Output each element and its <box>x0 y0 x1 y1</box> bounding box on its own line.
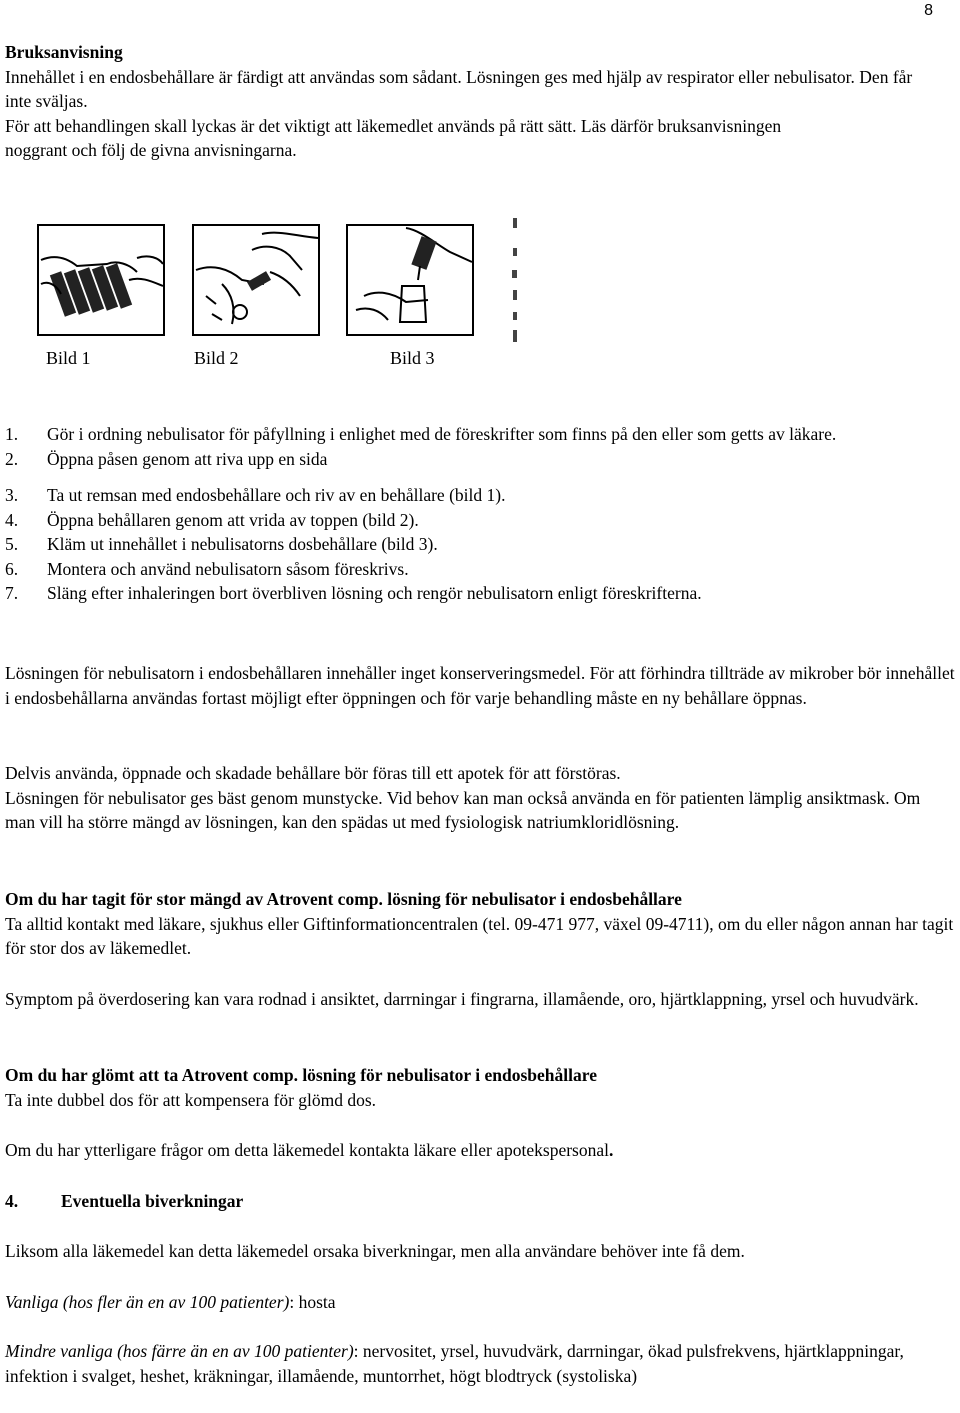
section-title: Eventuella biverkningar <box>61 1191 244 1211</box>
step-text: Släng efter inhaleringen bort överbliven lösning och rengör nebulisatorn enligt föreskrifterna. <box>47 583 702 603</box>
figure-3-illustration <box>346 224 474 336</box>
section-4-heading <box>5 1189 955 1214</box>
step-5 <box>5 532 955 557</box>
overdose-section <box>5 887 955 961</box>
page-number: 8 <box>924 2 933 19</box>
step-number: 3. <box>5 485 19 505</box>
uncommon-side-effects <box>5 1339 955 1388</box>
side-effects-intro <box>5 1239 955 1264</box>
forgot-text: Ta inte dubbel dos för att kompensera för glömd dos. <box>5 1089 377 1110</box>
forgot-heading: Om du har glömt att ta Atrovent comp. lösning för nebulisator i endosbehållare <box>5 1065 597 1085</box>
figure-2-illustration <box>192 224 320 336</box>
step-text: Kläm ut innehållet i nebulisatorns dosbehållare (bild 3). <box>47 534 438 554</box>
step-6 <box>5 557 955 582</box>
uncommon-text: : nervositet, yrsel, huvudvärk, darrningar, ökad pulsfrekvens, hjärtklappningar, infektion i svalget, heshet, kräkningar, illamående, muntorrhet, högt blodtryck (systoliska) <box>5 1341 904 1386</box>
step-2 <box>5 447 955 472</box>
preservative-text: Lösningen för nebulisatorn i endosbehållaren innehåller inget konserveringsmedel. För att förhindra tillträde av mikrober bör innehållet i endosbehållarna användas fortast möjligt efter öppningen och för varje behandling måste en ny behållare öppnas. <box>5 663 955 708</box>
step-text: Montera och använd nebulisatorn såsom föreskrivs. <box>47 558 409 579</box>
common-side-effects <box>5 1290 955 1315</box>
steps-list <box>5 422 955 606</box>
overdose-heading: Om du har tagit för stor mängd av Atrovent comp. lösning för nebulisator i endosbehållare <box>5 889 682 909</box>
uncommon-label: Mindre vanliga (hos färre än en av 100 patienter) <box>5 1341 354 1361</box>
symptoms-text: Symptom på överdosering kan vara rodnad i ansiktet, darrningar i fingrarna, illamående, oro, hjärtklappning, yrsel och huvudvärk. <box>5 989 919 1009</box>
usage-instructions <box>5 40 955 163</box>
forgot-dose-section <box>5 1063 955 1112</box>
step-3 <box>5 483 955 508</box>
step-text: Öppna behållaren genom att vrida av toppen (bild 2). <box>47 509 419 530</box>
questions-paragraph <box>5 1138 955 1163</box>
overdose-text: Ta alltid kontakt med läkare, sjukhus eller Giftinformationcentralen (tel. 09-471 977, växel 09-4711), om du eller någon annan har tagit för stor dos av läkemedlet. <box>5 913 954 958</box>
figure-1-illustration <box>37 224 165 336</box>
side-effects-intro-text: Liksom alla läkemedel kan detta läkemedel orsaka biverkningar, men alla användare behöver inte få dem. <box>5 1241 745 1261</box>
symptoms-paragraph <box>5 987 955 1012</box>
step-text: Ta ut remsan med endosbehållare och riv av en behållare (bild 1). <box>47 485 506 505</box>
step-number: 1. <box>5 424 19 444</box>
caption-figure-3: Bild 3 <box>390 348 435 368</box>
figure-edge-marks <box>511 218 519 344</box>
disposal-line-1: Delvis använda, öppnade och skadade behållare bör föras till ett apotek för att förstöras. <box>5 763 621 783</box>
step-text: Gör i ordning nebulisator för påfyllning i enlighet med de föreskrifter som finns på den eller som getts av läkare. <box>47 424 837 444</box>
step-4 <box>5 508 955 533</box>
intro-line-2: För att behandlingen skall lyckas är det viktigt att läkemedlet används på rätt sätt. Läs därför bruksanvisningen noggrant och följ de givna anvisningarna. <box>5 115 782 160</box>
disposal-paragraph <box>5 761 955 835</box>
step-number: 6. <box>5 558 19 579</box>
step-1 <box>5 422 955 447</box>
disposal-line-2: Lösningen för nebulisator ges bäst genom munstycke. Vid behov kan man också använda en för patienten lämplig ansiktmask. Om man vill ha större mängd av lösningen, kan den spädas ut med fysiologisk natriumkloridlösning. <box>5 787 921 832</box>
common-label: Vanliga (hos fler än en av 100 patienter) <box>5 1292 290 1312</box>
preservative-paragraph <box>5 661 955 710</box>
common-text: : hosta <box>289 1292 336 1312</box>
questions-end: . <box>608 1140 614 1160</box>
step-number: 2. <box>5 448 19 469</box>
step-number: 5. <box>5 534 19 554</box>
step-number: 7. <box>5 583 19 603</box>
section-number: 4. <box>5 1191 19 1211</box>
caption-figure-2: Bild 2 <box>194 348 239 368</box>
step-7 <box>5 581 955 606</box>
intro-line-1: Innehållet i en endosbehållare är färdigt att användas som sådant. Lösningen ges med hjälp av respirator eller nebulisator. Den får inte sväljas. <box>5 66 913 111</box>
caption-figure-1: Bild 1 <box>46 348 91 368</box>
step-number: 4. <box>5 509 19 530</box>
questions-text: Om du har ytterligare frågor om detta läkemedel kontakta läkare eller apotekspersonal <box>5 1140 609 1160</box>
usage-heading: Bruksanvisning <box>5 42 123 62</box>
step-text: Öppna påsen genom att riva upp en sida <box>47 448 328 469</box>
